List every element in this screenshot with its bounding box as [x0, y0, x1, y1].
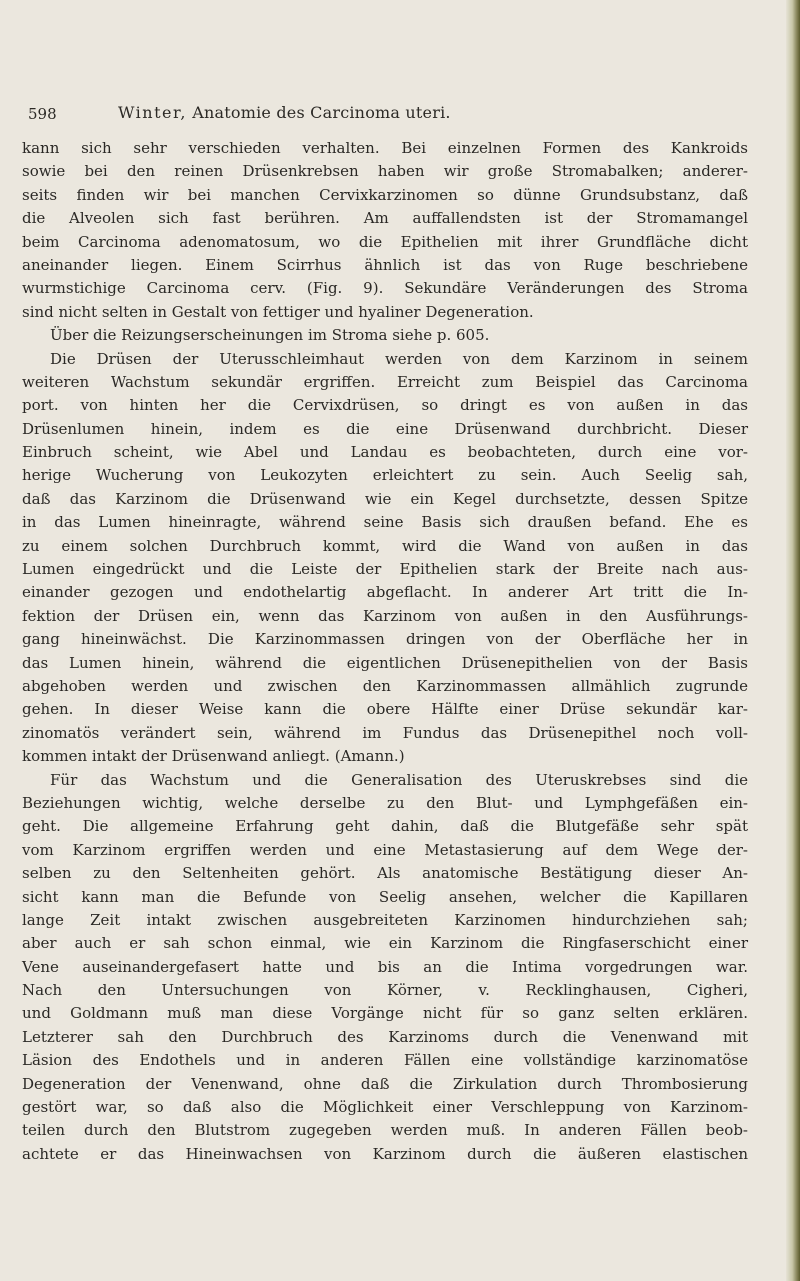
- text-line: gehen. In dieser Weise kann die obere Hälfte einer Drüse sekundär kar-: [22, 700, 748, 719]
- text-line: Läsion des Endothels und in anderen Fällen eine vollständige karzinomatöse: [22, 1051, 748, 1070]
- text-line: seits finden wir bei manchen Cervixkarzinomen so dünne Grundsubstanz, daß: [22, 185, 748, 204]
- text-line: einander gezogen und endothelartig abgeflacht. In anderer Art tritt die In-: [22, 583, 748, 602]
- text-line: Drüsenlumen hinein, indem es die eine Drüsenwand durchbricht. Dieser: [22, 419, 748, 438]
- author-name: Winter,: [118, 103, 187, 122]
- text-line: Degeneration der Venenwand, ohne daß die Zirkulation durch Thrombosierung: [22, 1074, 748, 1093]
- text-line: lange Zeit intakt zwischen ausgebreiteten Karzinomen hindurchziehen sah;: [22, 910, 748, 929]
- text-line: sicht kann man die Befunde von Seelig ansehen, welcher die Kapillaren: [22, 887, 748, 906]
- text-line: zinomatös verändert sein, während im Fundus das Drüsenepithel noch voll-: [22, 723, 748, 742]
- text-line: Die Drüsen der Uterusschleimhaut werden von dem Karzinom in seinem: [50, 349, 748, 368]
- text-line: selben zu den Seltenheiten gehört. Als anatomische Bestätigung dieser An-: [22, 864, 748, 883]
- page-header: [28, 103, 748, 129]
- text-line: gestört war, so daß also die Möglichkeit einer Verschleppung von Karzinom-: [22, 1098, 748, 1117]
- text-line: vom Karzinom ergriffen werden und eine Metastasierung auf dem Wege der-: [22, 840, 748, 859]
- text-line: und Goldmann muß man diese Vorgänge nicht für so ganz selten erklären.: [22, 1004, 748, 1023]
- text-line: sind nicht selten in Gestalt von fettiger und hyaliner Degeneration.: [22, 302, 534, 321]
- text-line: sowie bei den reinen Drüsenkrebsen haben wir große Stromabalken; anderer-: [22, 162, 748, 181]
- text-line: daß das Karzinom die Drüsenwand wie ein Kegel durchsetzte, dessen Spitze: [22, 489, 748, 508]
- text-line: Letzterer sah den Durchbruch des Karzinoms durch die Venenwand mit: [22, 1027, 748, 1046]
- page-number: 598: [28, 105, 57, 123]
- text-line: kann sich sehr verschieden verhalten. Bei einzelnen Formen des Kankroids: [22, 139, 748, 157]
- text-line: fektion der Drüsen ein, wenn das Karzinom von außen in den Ausführungs-: [22, 606, 748, 625]
- text-line: geht. Die allgemeine Erfahrung geht dahin, daß die Blutgefäße sehr spät: [22, 817, 748, 836]
- text-line: aneinander liegen. Einem Scirrhus ähnlich ist das von Ruge beschriebene: [22, 255, 748, 274]
- text-line: Über die Reizungserscheinungen im Stroma siehe p. 605.: [50, 326, 490, 345]
- text-line: Beziehungen wichtig, welche derselbe zu den Blut- und Lymphgefäßen ein-: [22, 793, 748, 812]
- text-line: wurmstichige Carcinoma cerv. (Fig. 9). Sekundäre Veränderungen des Stroma: [22, 279, 748, 298]
- text-line: das Lumen hinein, während die eigentlichen Drüsenepithelien von der Basis: [22, 653, 748, 672]
- text-line: Vene auseinandergefasert hatte und bis an die Intima vorgedrungen war.: [22, 957, 748, 976]
- text-line: Nach den Untersuchungen von Körner, v. Recklinghausen, Cigheri,: [22, 981, 748, 1000]
- page-edge: [786, 0, 800, 1281]
- text-line: zu einem solchen Durchbruch kommt, wird die Wand von außen in das: [22, 536, 748, 555]
- text-line: port. von hinten her die Cervixdrüsen, so dringt es von außen in das: [22, 396, 748, 415]
- chapter-title: Anatomie des Carcinoma uteri.: [192, 103, 451, 122]
- text-line: Für das Wachstum und die Generalisation des Uteruskrebses sind die: [50, 770, 748, 789]
- text-line: achtete er das Hineinwachsen von Karzinom durch die äußeren elastischen: [22, 1144, 748, 1163]
- text-line: aber auch er sah schon einmal, wie ein Karzinom die Ringfaserschicht einer: [22, 934, 748, 953]
- text-line: abgehoben werden und zwischen den Karzinommassen allmählich zugrunde: [22, 676, 748, 695]
- text-line: in das Lumen hineinragte, während seine Basis sich draußen befand. Ehe es: [22, 513, 748, 532]
- text-line: weiteren Wachstum sekundär ergriffen. Erreicht zum Beispiel das Carcinoma: [22, 372, 748, 391]
- text-line: Lumen eingedrückt und die Leiste der Epithelien stark der Breite nach aus-: [22, 560, 748, 579]
- text-line: herige Wucherung von Leukozyten erleichtert zu sein. Auch Seelig sah,: [22, 466, 748, 485]
- text-line: die Alveolen sich fast berühren. Am auffallendsten ist der Stromamangel: [22, 209, 748, 228]
- body-text: [22, 137, 748, 1166]
- text-line: gang hineinwächst. Die Karzinommassen dringen von der Oberfläche her in: [22, 630, 748, 649]
- text-line: kommen intakt der Drüsenwand anliegt. (Amann.): [22, 747, 405, 766]
- text-line: beim Carcinoma adenomatosum, wo die Epithelien mit ihrer Grundfläche dicht: [22, 232, 748, 251]
- text-line: Einbruch scheint, wie Abel und Landau es beobachteten, durch eine vor-: [22, 443, 748, 462]
- running-title: [118, 103, 451, 122]
- text-line: teilen durch den Blutstrom zugegeben werden muß. In anderen Fällen beob-: [22, 1121, 748, 1140]
